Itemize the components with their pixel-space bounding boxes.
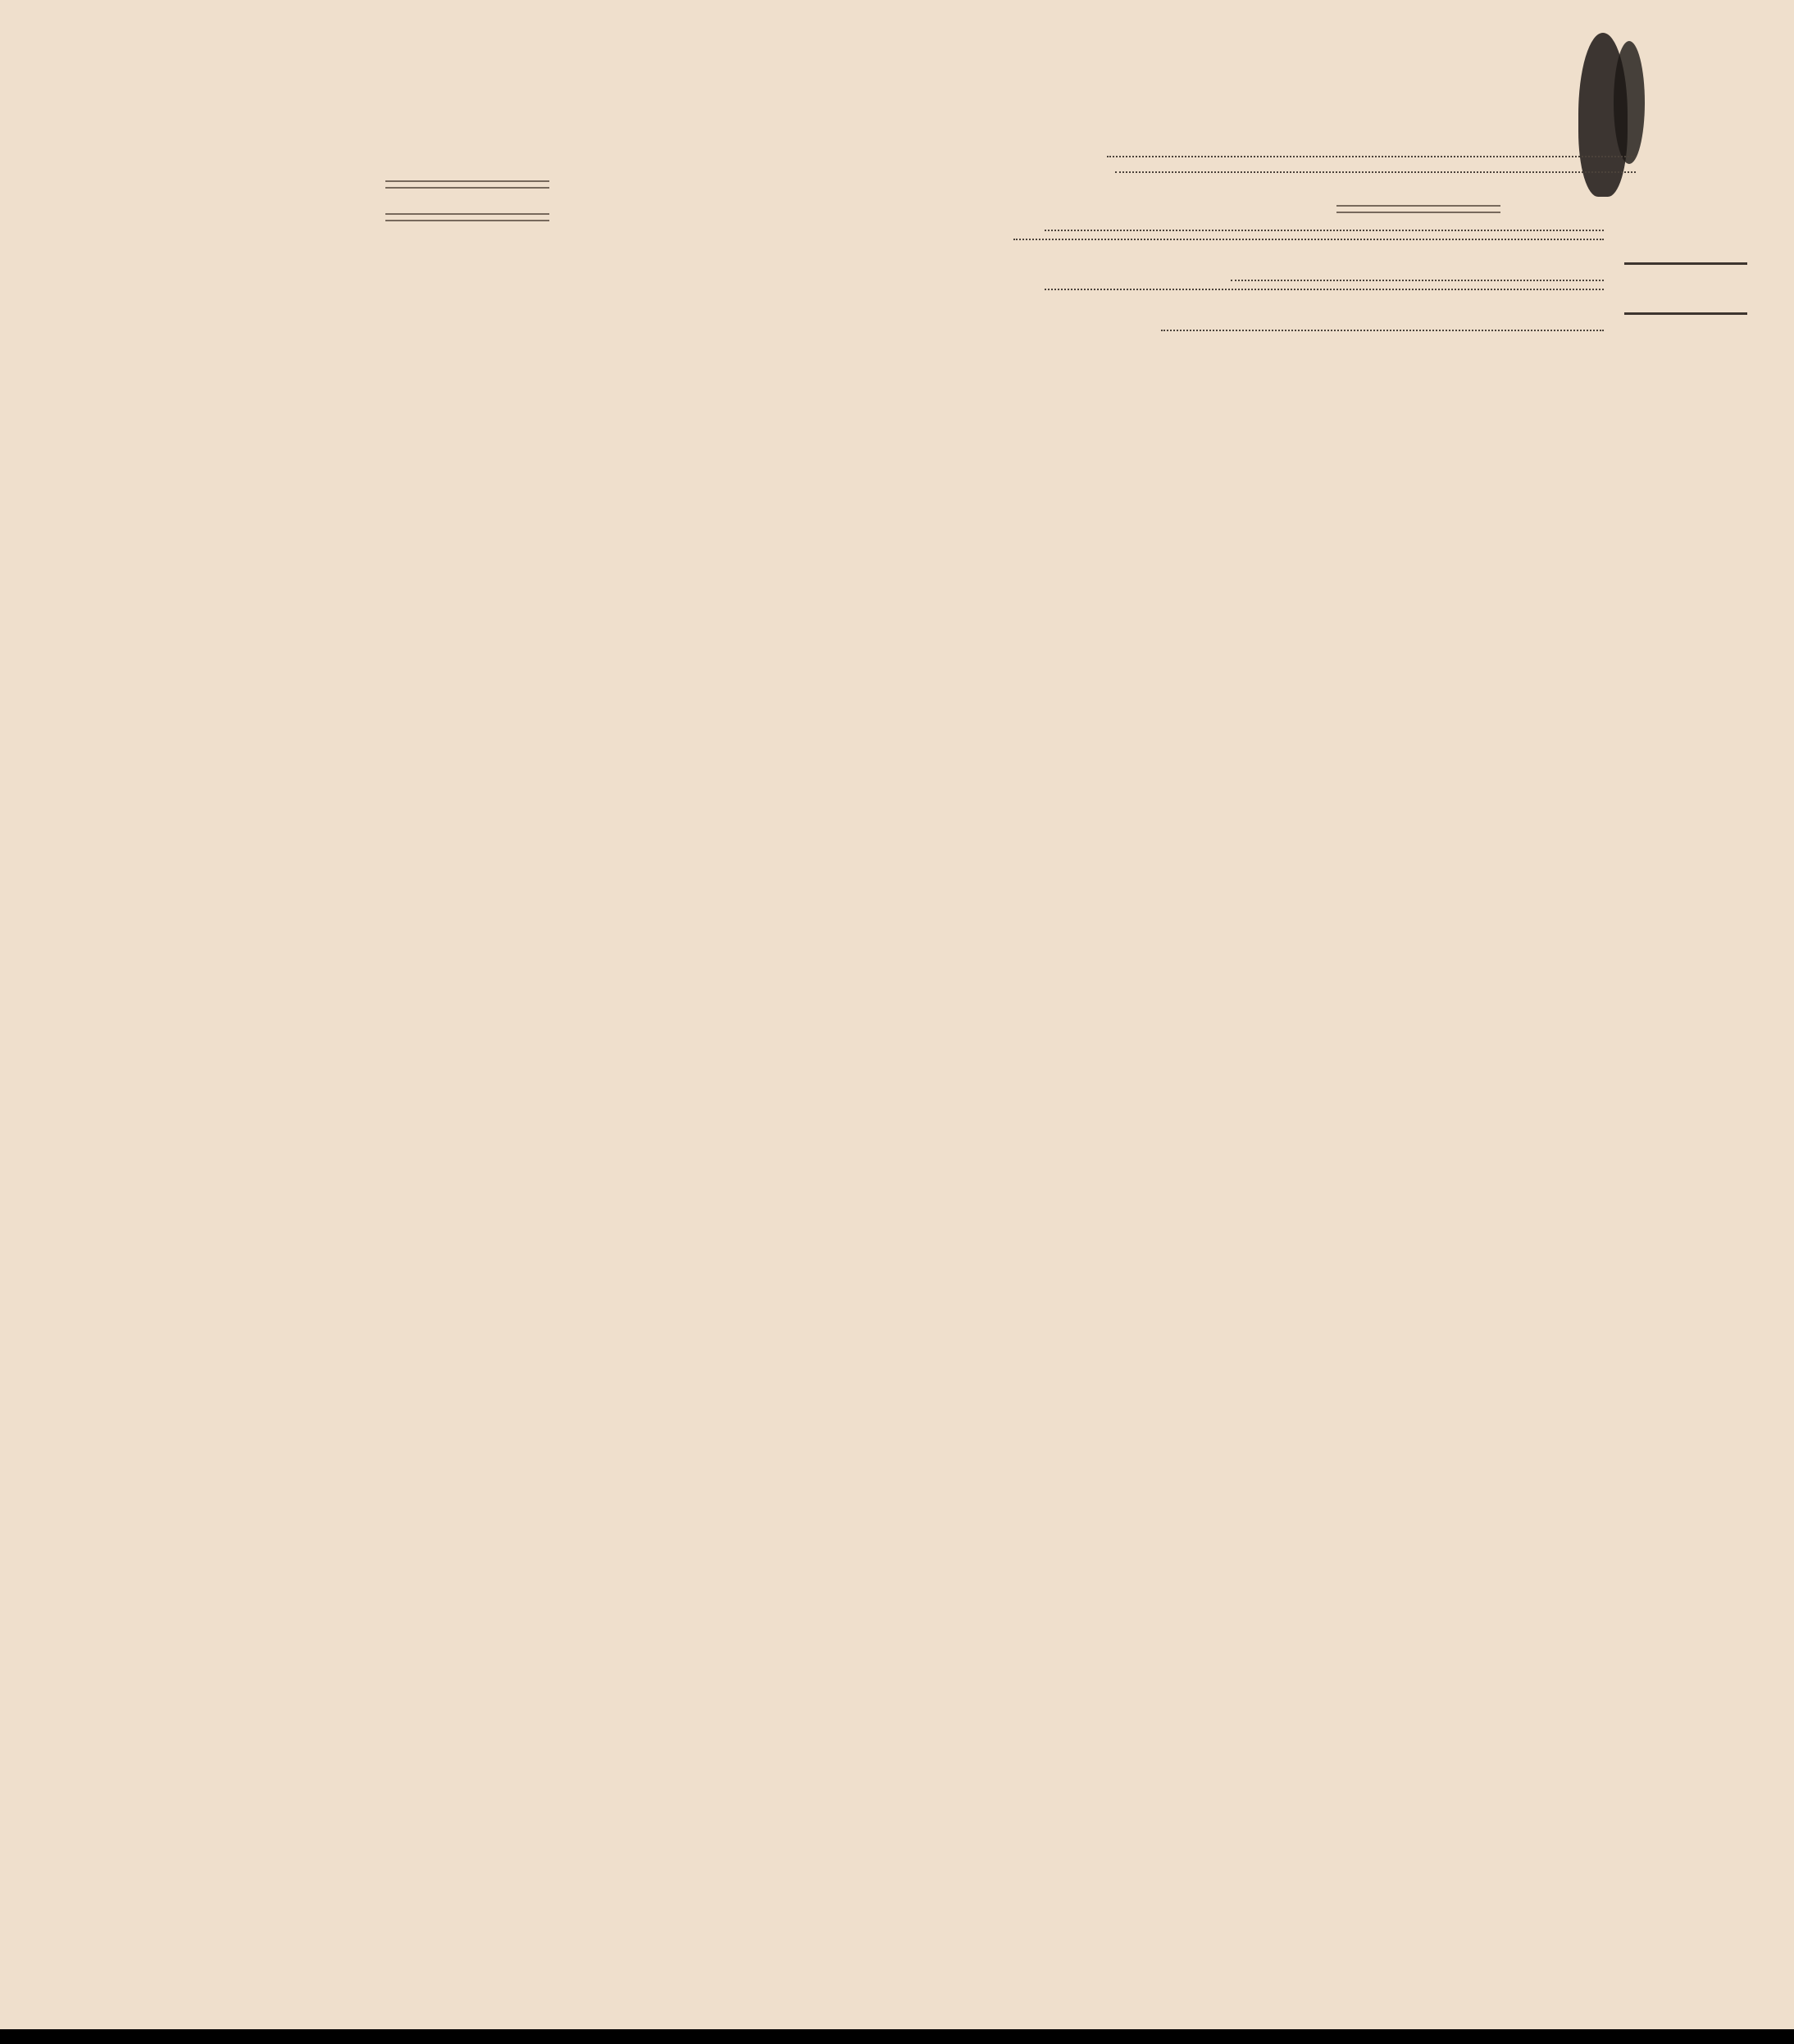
- sum-rule: [1624, 312, 1747, 315]
- right-column: [992, 156, 1746, 339]
- ink-stain-2: [1614, 41, 1645, 164]
- summary-table: [1005, 230, 1747, 339]
- archive-footer: [0, 2029, 1794, 2044]
- asignacion-entry: [1099, 171, 1746, 180]
- left-column: [98, 156, 836, 236]
- divider: [385, 213, 549, 221]
- divider: [1336, 205, 1500, 213]
- madre-entry: [1099, 156, 1746, 165]
- sum-rule: [1624, 262, 1747, 265]
- divider: [385, 180, 549, 189]
